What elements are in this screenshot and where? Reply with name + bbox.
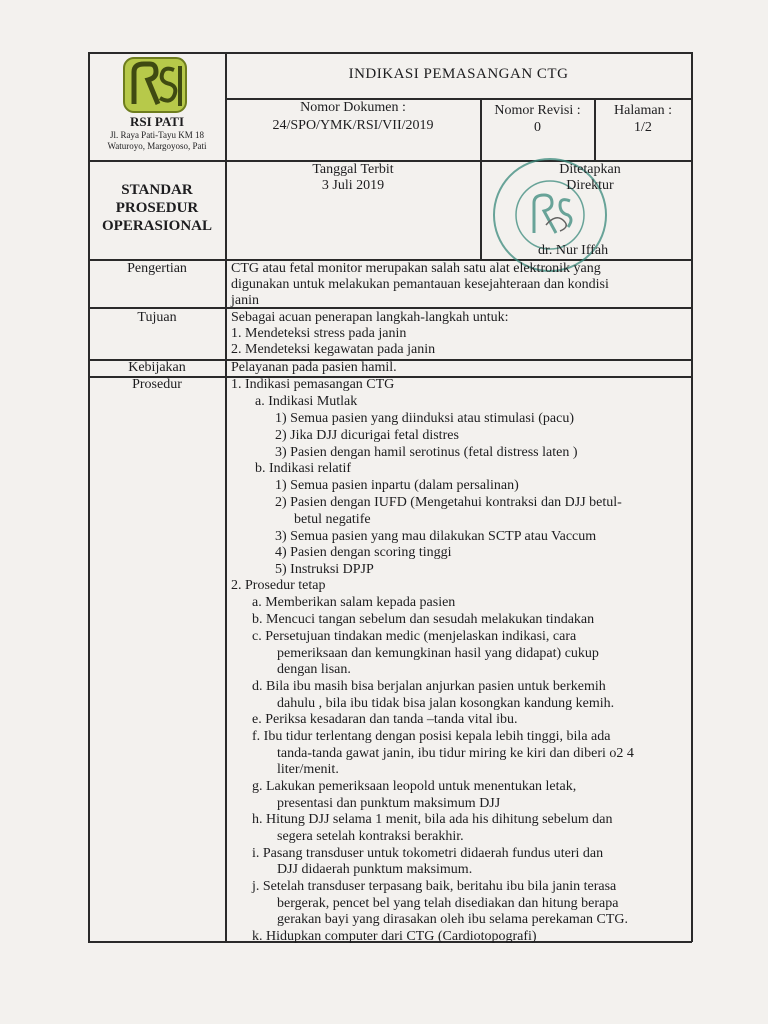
prosedur-line: j. Setelah transduser terpasang baik, beritahu ibu bila janin terasa (252, 879, 617, 894)
prosedur-line: h. Hitung DJJ selama 1 menit, bila ada his dihitung sebelum dan (252, 812, 613, 827)
prosedur-line: f. Ibu tidur terlentang dengan posisi kepala lebih tinggi, bila ada (252, 729, 611, 744)
prosedur-line: liter/menit. (277, 762, 339, 777)
prosedur-line: pemeriksaan dan kemungkinan hasil yang didapat) cukup (277, 646, 599, 661)
prosedur-line: 3) Pasien dengan hamil serotinus (fetal distress laten ) (275, 445, 578, 460)
halaman-value: 1/2 (634, 120, 652, 135)
prosedur-line: 1. Indikasi pemasangan CTG (231, 377, 395, 392)
prosedur-line: bergerak, pencet bel yang telah disediakan dan hitung berapa (277, 896, 619, 911)
kebijakan-label: Kebijakan (128, 360, 186, 375)
border-top (88, 52, 692, 54)
pengertian-label: Pengertian (127, 261, 187, 276)
spo-title-3: OPERASIONAL (101, 218, 213, 234)
prosedur-line: 2) Pasien dengan IUFD (Mengetahui kontraksi dan DJJ betul- (275, 495, 622, 510)
direktur-label: Direktur (566, 178, 614, 193)
prosedur-line: 3) Semua pasien yang mau dilakukan SCTP atau Vaccum (275, 529, 597, 544)
prosedur-line: c. Persetujuan tindakan medic (menjelaskan indikasi, cara (252, 629, 577, 644)
tanggal-terbit-value: 3 Juli 2019 (321, 178, 385, 193)
pengertian-line-2: digunakan untuk melakukan pemantauan kesejahteraan dan kondisi (231, 277, 609, 292)
prosedur-line: 5) Instruksi DPJP (275, 562, 374, 577)
prosedur-line: a. Indikasi Mutlak (255, 394, 358, 409)
prosedur-line: 1) Semua pasien inpartu (dalam persalinan) (275, 478, 519, 493)
prosedur-line: 4) Pasien dengan scoring tinggi (275, 545, 452, 560)
spo-title-1: STANDAR (121, 182, 193, 198)
hospital-address-2: Waturoyo, Margoyoso, Pati (107, 141, 207, 151)
tanggal-terbit-label: Tanggal Terbit (312, 162, 394, 177)
prosedur-line: b. Mencuci tangan sebelum dan sesudah melakukan tindakan (252, 612, 595, 627)
prosedur-line: presentasi dan punktum maksimum DJJ (277, 796, 501, 811)
row-pengertian-bottom (88, 307, 692, 309)
ditetapkan-label: Ditetapkan (559, 162, 621, 177)
hospital-name: RSI PATI (129, 114, 185, 129)
prosedur-line: gerakan bayi yang dirasakan oleh ibu selama perekaman CTG. (277, 912, 629, 927)
prosedur-line: segera setelah kontraksi berakhir. (277, 829, 464, 844)
tujuan-item-2: 2. Mendeteksi kegawatan pada janin (231, 342, 436, 357)
prosedur-line: d. Bila ibu masih bisa berjalan anjurkan pasien untuk berkemih (252, 679, 606, 694)
prosedur-line: b. Indikasi relatif (255, 461, 352, 476)
pengertian-line-1: CTG atau fetal monitor merupakan salah satu alat elektronik yang (231, 261, 601, 276)
pengertian-line-3: janin (231, 293, 259, 308)
halaman-label: Halaman : (614, 103, 672, 118)
prosedur-line: k. Hidupkan computer dari CTG (Cardiotopografi) (252, 929, 537, 944)
prosedur-line: g. Lakukan pemeriksaan leopold untuk menentukan letak, (252, 779, 577, 794)
border-right (691, 52, 693, 942)
hospital-address-1: Jl. Raya Pati-Tayu KM 18 (109, 130, 205, 140)
prosedur-line: DJJ didaerah punktum maksimum. (277, 862, 473, 877)
tujuan-intro: Sebagai acuan penerapan langkah-langkah untuk: (231, 310, 509, 325)
issue-div (480, 160, 482, 260)
signer-name: dr. Nur Iffah (538, 243, 609, 258)
prosedur-line: betul negatife (294, 512, 371, 527)
nomor-dokumen-label: Nomor Dokumen : (300, 100, 406, 115)
kebijakan-text: Pelayanan pada pasien hamil. (231, 360, 397, 375)
nomor-dokumen-value: 24/SPO/YMK/RSI/VII/2019 (272, 118, 434, 133)
spo-title-2: PROSEDUR (115, 200, 199, 216)
prosedur-line: e. Periksa kesadaran dan tanda –tanda vital ibu. (252, 712, 518, 727)
tujuan-item-1: 1. Mendeteksi stress pada janin (231, 326, 407, 341)
prosedur-line: 2. Prosedur tetap (231, 578, 326, 593)
document-title: INDIKASI PEMASANGAN CTG (348, 66, 569, 82)
nomor-revisi-value: 0 (534, 120, 541, 135)
prosedur-line: 2) Jika DJJ dicurigai fetal distres (275, 428, 459, 443)
hospital-logo-icon (122, 56, 188, 114)
prosedur-line: 1) Semua pasien yang diinduksi atau stimulasi (pacu) (275, 411, 574, 426)
prosedur-line: tanda-tanda gawat janin, ibu tidur miring ke kiri dan diberi o2 4 (277, 746, 634, 761)
prosedur-label: Prosedur (132, 377, 182, 392)
prosedur-line: a. Memberikan salam kepada pasien (252, 595, 456, 610)
tujuan-label: Tujuan (137, 310, 177, 325)
prosedur-line: i. Pasang transduser untuk tokometri didaerah fundus uteri dan (252, 846, 604, 861)
prosedur-line: dengan lisan. (277, 662, 351, 677)
prosedur-line: dahulu , bila ibu tidak bisa jalan kosongkan kandung kemih. (277, 696, 615, 711)
nomor-revisi-label: Nomor Revisi : (494, 103, 581, 118)
